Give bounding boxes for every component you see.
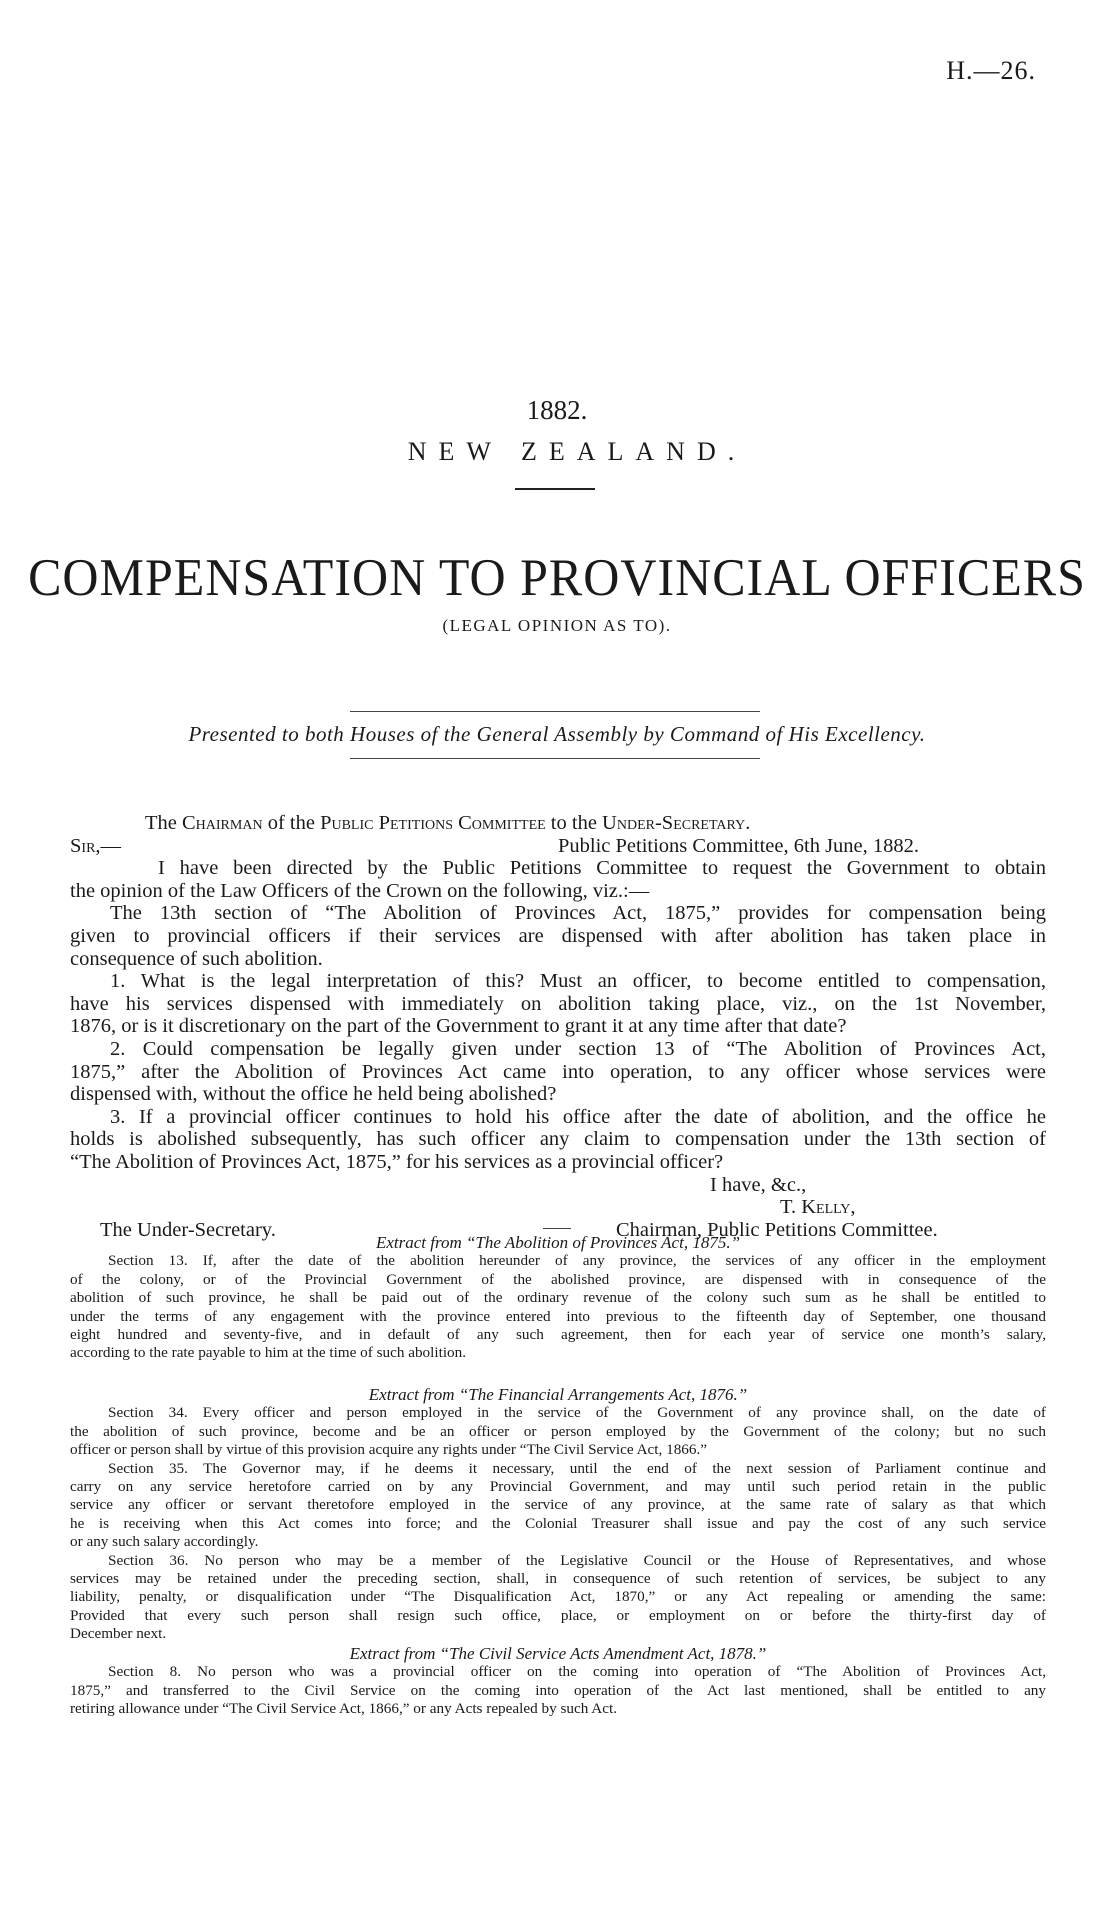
extract-civil-service-act (70, 1645, 1046, 1719)
extract-line: Section 13. If, after the date of the abolition hereunder of any province, the services of any officer in the employment (108, 1252, 1046, 1270)
presented-statement: Presented to both Houses of the General Assembly by Command of His Excellency. (188, 722, 926, 746)
extract-line: he is receiving when this Act comes into force; and the Colonial Treasurer shall issue and pay the cost of any such service (70, 1514, 1046, 1532)
letter-body (70, 812, 1046, 1241)
extract-heading: Extract from “The Abolition of Provinces Act, 1875.” (375, 1233, 741, 1252)
extract-abolition-act (70, 1234, 1046, 1363)
document-title: COMPENSATION TO PROVINCIAL OFFICERS (28, 547, 1086, 607)
publication-year: 1882. (526, 395, 588, 425)
divider-rule (350, 711, 760, 712)
extract-line: Section 34. Every officer and person employed in the service of the Government of any province shall, on the date of (108, 1404, 1046, 1422)
extract-line: or any such salary accordingly. (70, 1533, 259, 1551)
extract-line: according to the rate payable to him at the time of such abolition. (70, 1344, 467, 1362)
letter-heading: The Chairman of the Public Petitions Committee to the Under-Secretary. (145, 812, 751, 834)
divider-rule (515, 488, 595, 490)
letter-line: the opinion of the Law Officers of the Crown on the following, viz.:— (70, 879, 650, 902)
extract-line: the abolition of such province, become and be an officer or person employed by the Government of the colony; but no such (70, 1422, 1046, 1440)
extract-financial-act (70, 1386, 1046, 1644)
letter-line: dispensed with, without the office he held being abolished? (70, 1083, 557, 1106)
salutation-row (70, 835, 1046, 858)
signer-title: Chairman, Public Petitions Committee. (616, 1218, 938, 1241)
extract-line: Section 36. No person who may be a member of the Legislative Council or the House of Representatives, and whose (108, 1551, 1046, 1569)
extract-line: carry on any service heretofore carried on by any Provincial Government, and may until such period retain in the public (70, 1478, 1046, 1496)
extract-line: service any officer or servant theretofore employed in the service of any province, at the same rate of salary as that which (70, 1496, 1046, 1514)
letter-line: 1876, or is it discretionary on the part of the Government to grant it at any time after that date? (70, 1015, 847, 1038)
letter-line: 3. If a provincial officer continues to hold his office after the date of abolition, and the office he (110, 1105, 1046, 1128)
extract-line: abolition of such province, he shall be paid out of the ordinary revenue of the colony such sum as he shall be entitled to (70, 1289, 1046, 1307)
letter-signer: T. Kelly, (780, 1196, 856, 1219)
extract-line: of the colony, or of the Provincial Government of the abolished province, are dispensed with in consequence of the (70, 1270, 1046, 1288)
letter-line: 2. Could compensation be legally given under section 13 of “The Abolition of Provinces Act, (110, 1037, 1046, 1060)
extract-line: liability, penalty, or disqualification under “The Disqualification Act, 1870,” or any Act repealing or amending the same: (70, 1588, 1046, 1606)
letter-line: consequence of such abolition. (70, 947, 323, 970)
document-subtitle: (LEGAL OPINION AS TO). (442, 616, 672, 635)
extract-line: Section 35. The Governor may, if he deems it necessary, until the end of the next session of Parliament continue and (108, 1459, 1046, 1477)
letter-closing: I have, &c., (710, 1173, 807, 1196)
extract-line: Provided that every such person shall resign such office, place, or employment on or before the thirty-first day of (70, 1606, 1046, 1624)
letter-line: I have been directed by the Public Petitions Committee to request the Government to obtain (158, 857, 1046, 880)
country-name: NEW ZEALAND. (407, 437, 747, 466)
extract-line: officer or person shall by virtue of this provision acquire any rights under “The Civil Service Act, 1866.” (70, 1441, 708, 1459)
extract-line: services may be retained under the preceding section, shall, in consequence of such retention of services, be subject to any (70, 1570, 1046, 1588)
extract-heading: Extract from “The Financial Arrangements Act, 1876.” (368, 1385, 748, 1404)
extract-line: retiring allowance under “The Civil Service Act, 1866,” or any Acts repealed by such Act. (70, 1700, 617, 1718)
letter-line: given to provincial officers if their services are dispensed with after abolition has taken place in (70, 924, 1046, 947)
letter-line: 1. What is the legal interpretation of this? Must an officer, to become entitled to compensation, (110, 970, 1046, 993)
letter-line: 1875,” after the Abolition of Provinces Act came into operation, to any officer whose services were (70, 1060, 1046, 1083)
dateline: Public Petitions Committee, 6th June, 1882. (558, 834, 920, 857)
extract-line: 1875,” and transferred to the Civil Service on the coming into operation of the Act last mentioned, shall be entitled to any (70, 1681, 1046, 1699)
page-reference: H.—26. (946, 56, 1036, 85)
letter-line: The 13th section of “The Abolition of Provinces Act, 1875,” provides for compensation being (110, 902, 1046, 925)
letter-line: “The Abolition of Provinces Act, 1875,” for his services as a provincial officer? (70, 1150, 724, 1173)
salutation: Sir,— (70, 834, 122, 857)
extract-line: December next. (70, 1625, 167, 1643)
extract-line: under the terms of any engagement with the province entered into previous to the fifteenth day of September, one thousand (70, 1307, 1046, 1325)
divider-rule (350, 758, 760, 759)
divider-rule (543, 1228, 571, 1229)
letter-recipient: The Under-Secretary. (100, 1218, 276, 1241)
extract-line: eight hundred and seventy-five, and in default of any such agreement, then for each year of service one month’s salary, (70, 1326, 1046, 1344)
extract-line: Section 8. No person who was a provincial officer on the coming into operation of “The Abolition of Provinces Act, (108, 1663, 1046, 1681)
letter-line: have his services dispensed with immediately on abolition taking place, viz., on the 1st November, (70, 992, 1046, 1015)
letter-line: holds is abolished subsequently, has such officer any claim to compensation under the 13th section of (70, 1128, 1046, 1151)
extract-heading: Extract from “The Civil Service Acts Amendment Act, 1878.” (349, 1644, 767, 1663)
